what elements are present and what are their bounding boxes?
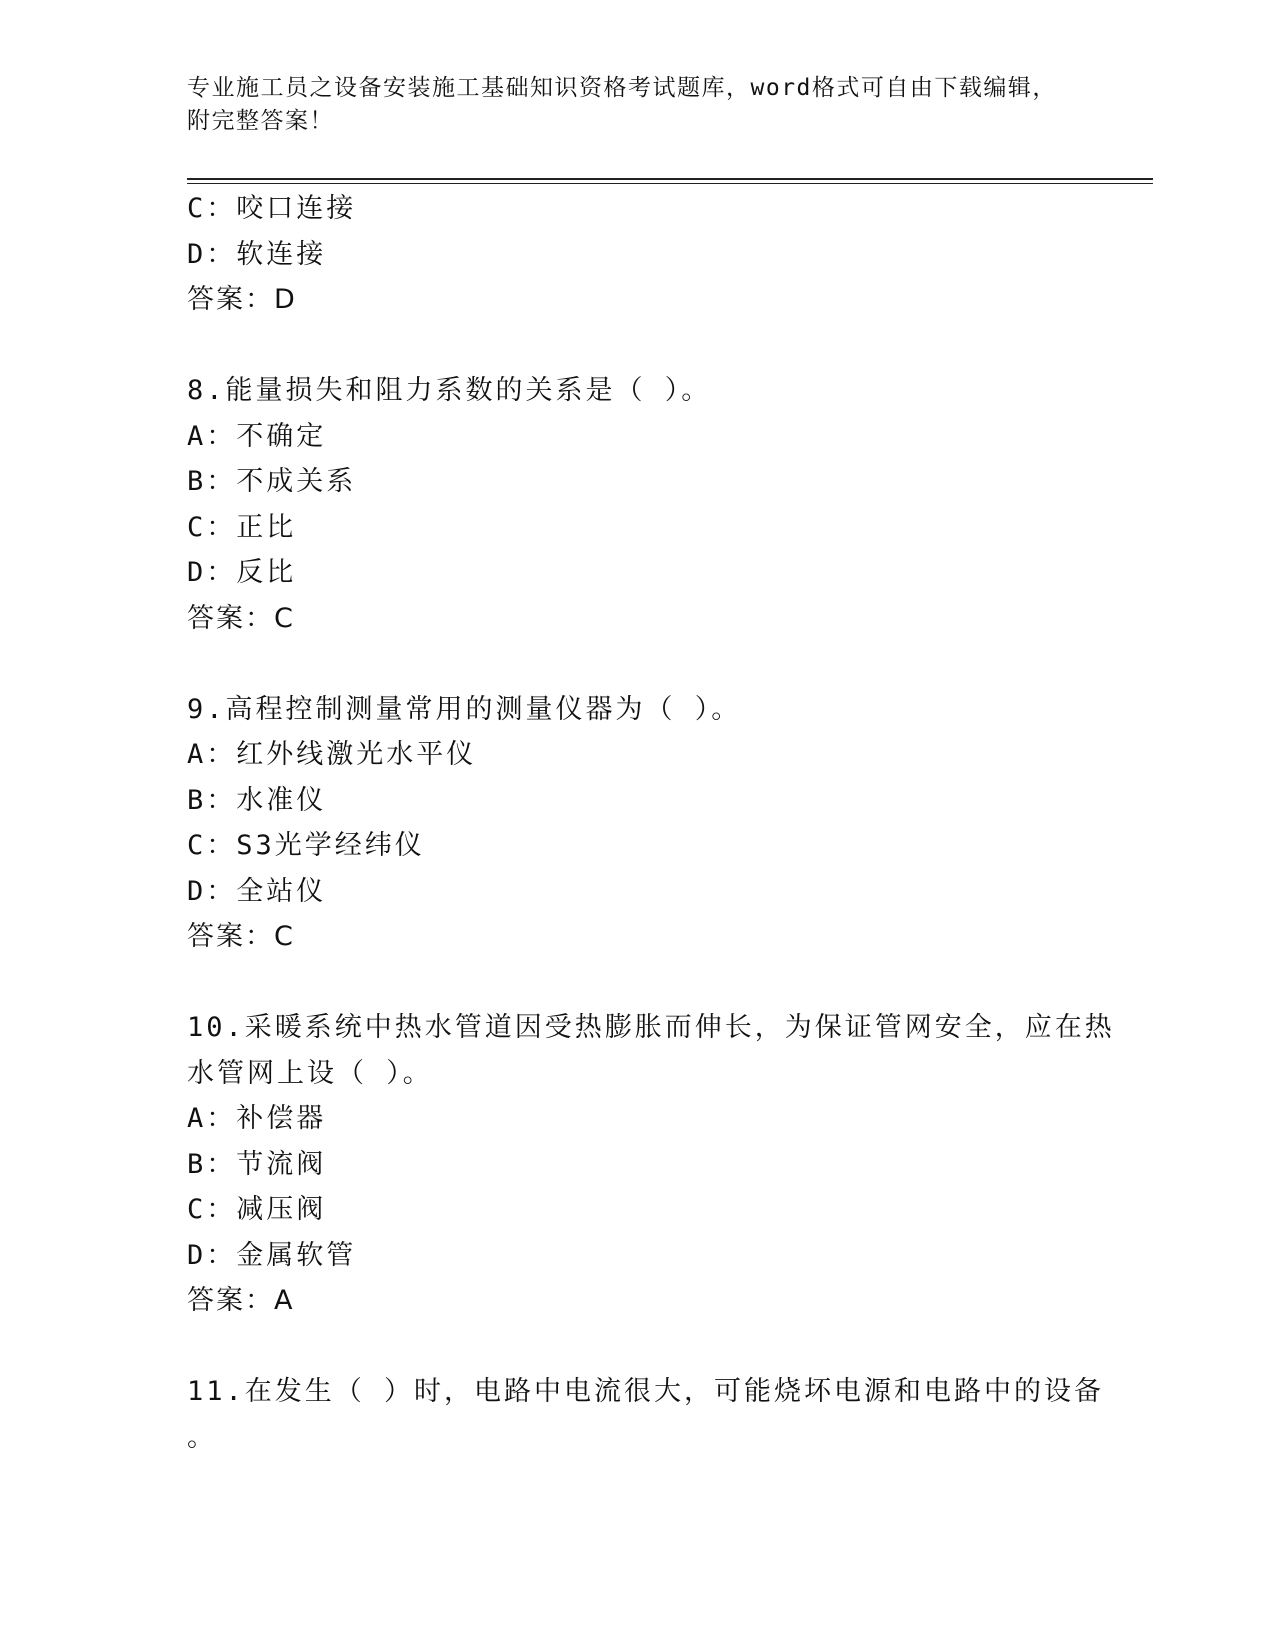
question-title-line-2: 。 bbox=[187, 1421, 217, 1453]
option-a: A：红外线激光水平仪 bbox=[187, 739, 477, 770]
question-9 bbox=[187, 687, 1087, 960]
option-c: C：咬口连接 bbox=[187, 193, 357, 224]
spacer bbox=[187, 960, 1087, 1006]
option-c: C：减压阀 bbox=[187, 1194, 327, 1225]
question-title-line-1: 10.采暖系统中热水管道因受热膨胀而伸长，为保证管网安全，应在热 bbox=[187, 1012, 1115, 1043]
option-b: B：水准仪 bbox=[187, 784, 327, 816]
option-c: C：S3光学经纬仪 bbox=[187, 830, 425, 861]
spacer bbox=[187, 323, 1087, 369]
document-header bbox=[187, 72, 1087, 138]
option-d: D：软连接 bbox=[187, 238, 327, 270]
question-title-line-2: 水管网上设（ ）。 bbox=[187, 1057, 433, 1089]
answer: 答案：D bbox=[187, 284, 297, 315]
answer: 答案：C bbox=[187, 602, 295, 634]
question-8 bbox=[187, 368, 1087, 641]
option-d: D：金属软管 bbox=[187, 1239, 357, 1271]
spacer bbox=[187, 1324, 1087, 1370]
question-10 bbox=[187, 1005, 1115, 1324]
option-d: D：全站仪 bbox=[187, 875, 327, 907]
option-a: A：不确定 bbox=[187, 420, 327, 452]
answer: 答案：C bbox=[187, 921, 295, 952]
option-b: B：节流阀 bbox=[187, 1148, 327, 1180]
header-divider-thick bbox=[187, 178, 1153, 180]
question-11 bbox=[187, 1369, 1105, 1460]
question-title: 8.能量损失和阻力系数的关系是（ ）。 bbox=[187, 375, 712, 406]
option-b: B：不成关系 bbox=[187, 466, 357, 497]
option-a: A：补偿器 bbox=[187, 1103, 327, 1134]
question-list bbox=[187, 186, 1115, 1460]
answer: 答案：A bbox=[187, 1285, 295, 1316]
question-title-line-1: 11.在发生（ ）时，电路中电流很大，可能烧坏电源和电路中的设备 bbox=[187, 1376, 1105, 1407]
option-d: D：反比 bbox=[187, 557, 297, 588]
option-c: C：正比 bbox=[187, 511, 297, 543]
header-line-2: 附完整答案！ bbox=[187, 108, 334, 134]
header-divider-thin bbox=[187, 183, 1153, 184]
spacer bbox=[187, 641, 1087, 687]
question-7-tail bbox=[187, 186, 1087, 323]
header-line-1: 专业施工员之设备安装施工基础知识资格考试题库，word格式可自由下载编辑， bbox=[187, 75, 1057, 101]
question-title: 9.高程控制测量常用的测量仪器为（ ）。 bbox=[187, 693, 742, 725]
